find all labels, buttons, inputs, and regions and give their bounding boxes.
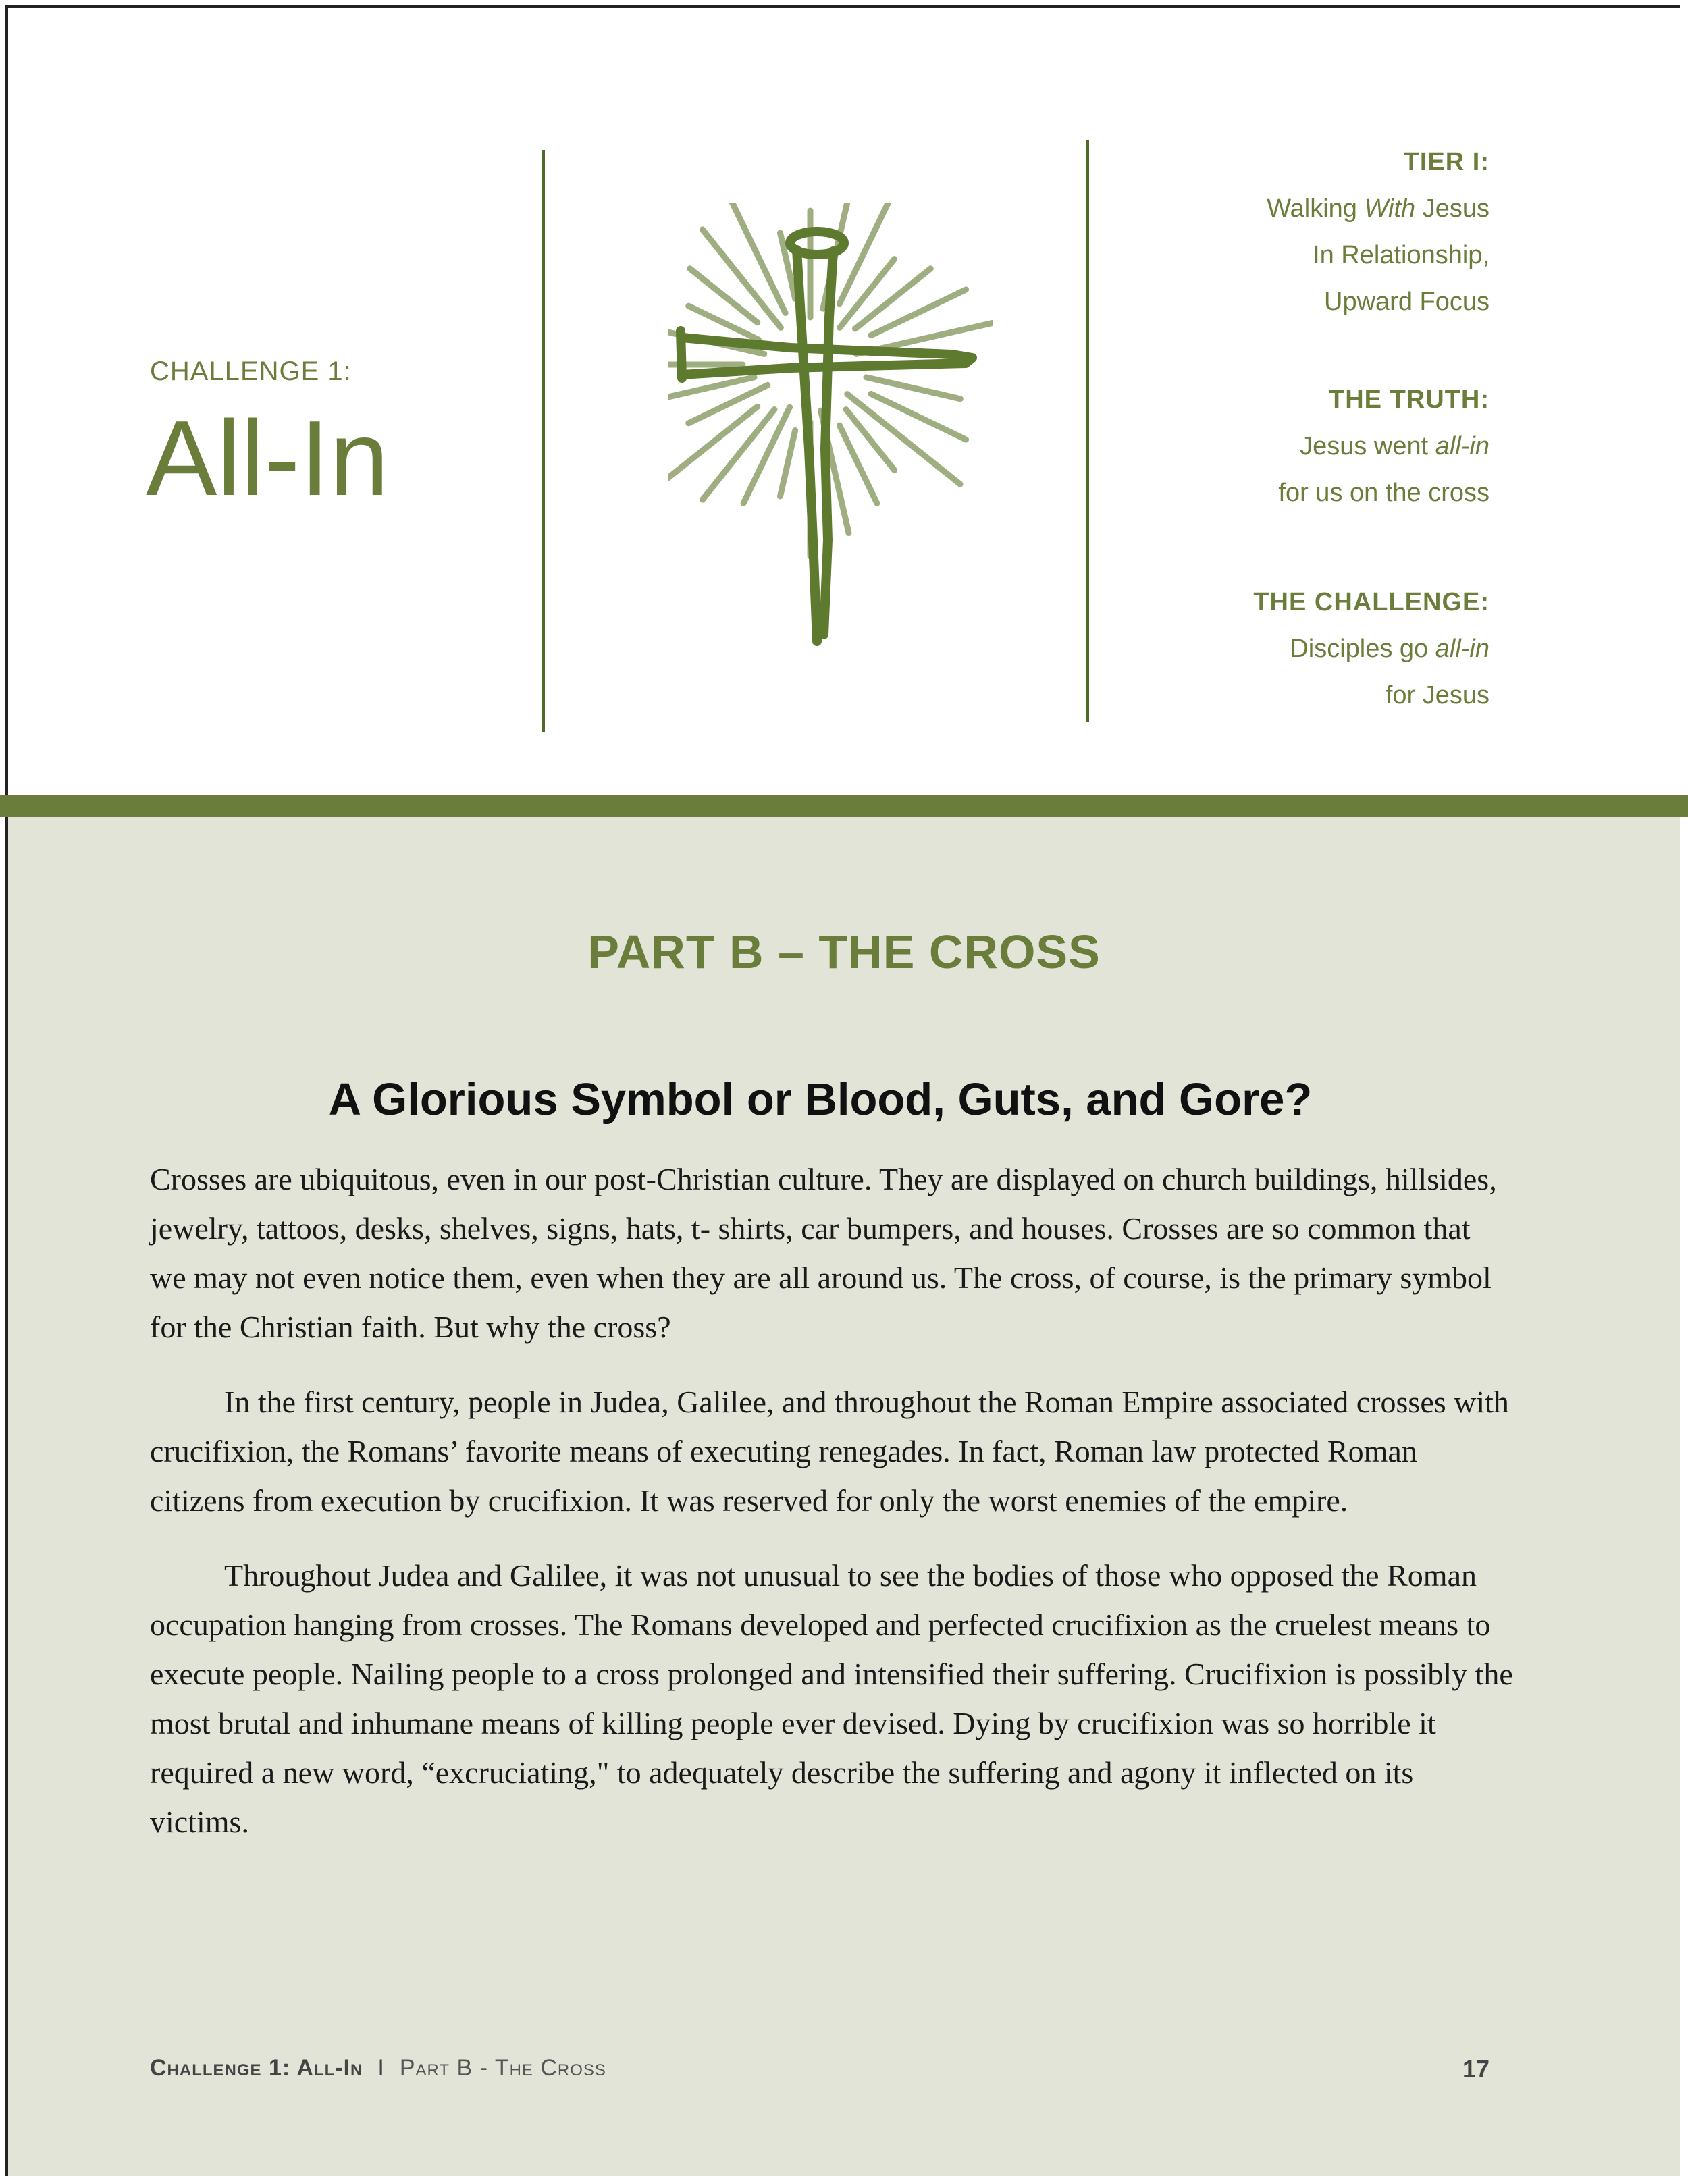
paragraph: In the first century, people in Judea, Galilee, and throughout the Roman Empire associated crosses with crucifixion, the Romans’ favorite means of executing renegades. In fact, Roman law protected Roman citizens from execution by crucifixion. It was reserved for only the worst enemies of the empire.	[150, 1385, 1509, 1518]
part-title: PART B – THE CROSS	[587, 926, 1101, 978]
challenge-heading: THE CHALLENGE:	[1253, 588, 1489, 616]
tier-line: Walking With Jesus	[1267, 194, 1489, 223]
page-number: 17	[1462, 2055, 1489, 2083]
footer-separator: I	[377, 2055, 385, 2081]
challenge-line: Disciples go all-in	[1290, 635, 1489, 663]
challenge-title: All-In	[146, 399, 389, 518]
header-divider-band	[0, 795, 1688, 817]
challenge-block	[1253, 579, 1489, 719]
body-text	[150, 1154, 1514, 1872]
tier-line: In Relationship,	[1313, 241, 1489, 269]
divider-right	[1086, 140, 1089, 722]
truth-line: for us on the cross	[1278, 479, 1489, 507]
tier-heading: TIER I:	[1403, 148, 1489, 176]
divider-left	[542, 150, 545, 732]
truth-line: Jesus went all-in	[1300, 432, 1489, 460]
tier-line: Upward Focus	[1324, 288, 1489, 316]
truth-heading: THE TRUTH:	[1329, 385, 1489, 414]
footer-part: Part B - The Cross	[399, 2055, 606, 2081]
footer-challenge: Challenge 1: All-In	[150, 2055, 363, 2081]
truth-block	[1278, 377, 1489, 516]
footer-running-title	[150, 2055, 606, 2081]
challenge-line: for Jesus	[1385, 681, 1489, 710]
section-heading: A Glorious Symbol or Blood, Guts, and Gore?	[328, 1074, 1313, 1125]
challenge-label: CHALLENGE 1:	[150, 356, 352, 386]
paragraph: Throughout Judea and Galilee, it was not unusual to see the bodies of those who opposed the Roman occupation hanging from crosses. The Romans developed and perfected crucifixion as the cruelest means to execute people. Nailing people to a cross prolonged and intensified their suffering. Crucifixion is possibly the most brutal and inhumane means of killing people ever devised. Dying by crucifixion was so horrible it required a new word, “excruciating," to adequately describe the suffering and agony it inflected on its victims.	[150, 1558, 1513, 1839]
nail-cross-icon	[668, 203, 993, 675]
tier-block	[1267, 139, 1489, 325]
paragraph: Crosses are ubiquitous, even in our post-Christian culture. They are displayed on church buildings, hillsides, jewelry, tattoos, desks, shelves, signs, hats, t- shirts, car bumpers, and houses. Crosses are so common that we may not even notice them, even when they are all around us. The cross, of course, is the primary symbol for the Christian faith. But why the cross?	[150, 1162, 1497, 1344]
